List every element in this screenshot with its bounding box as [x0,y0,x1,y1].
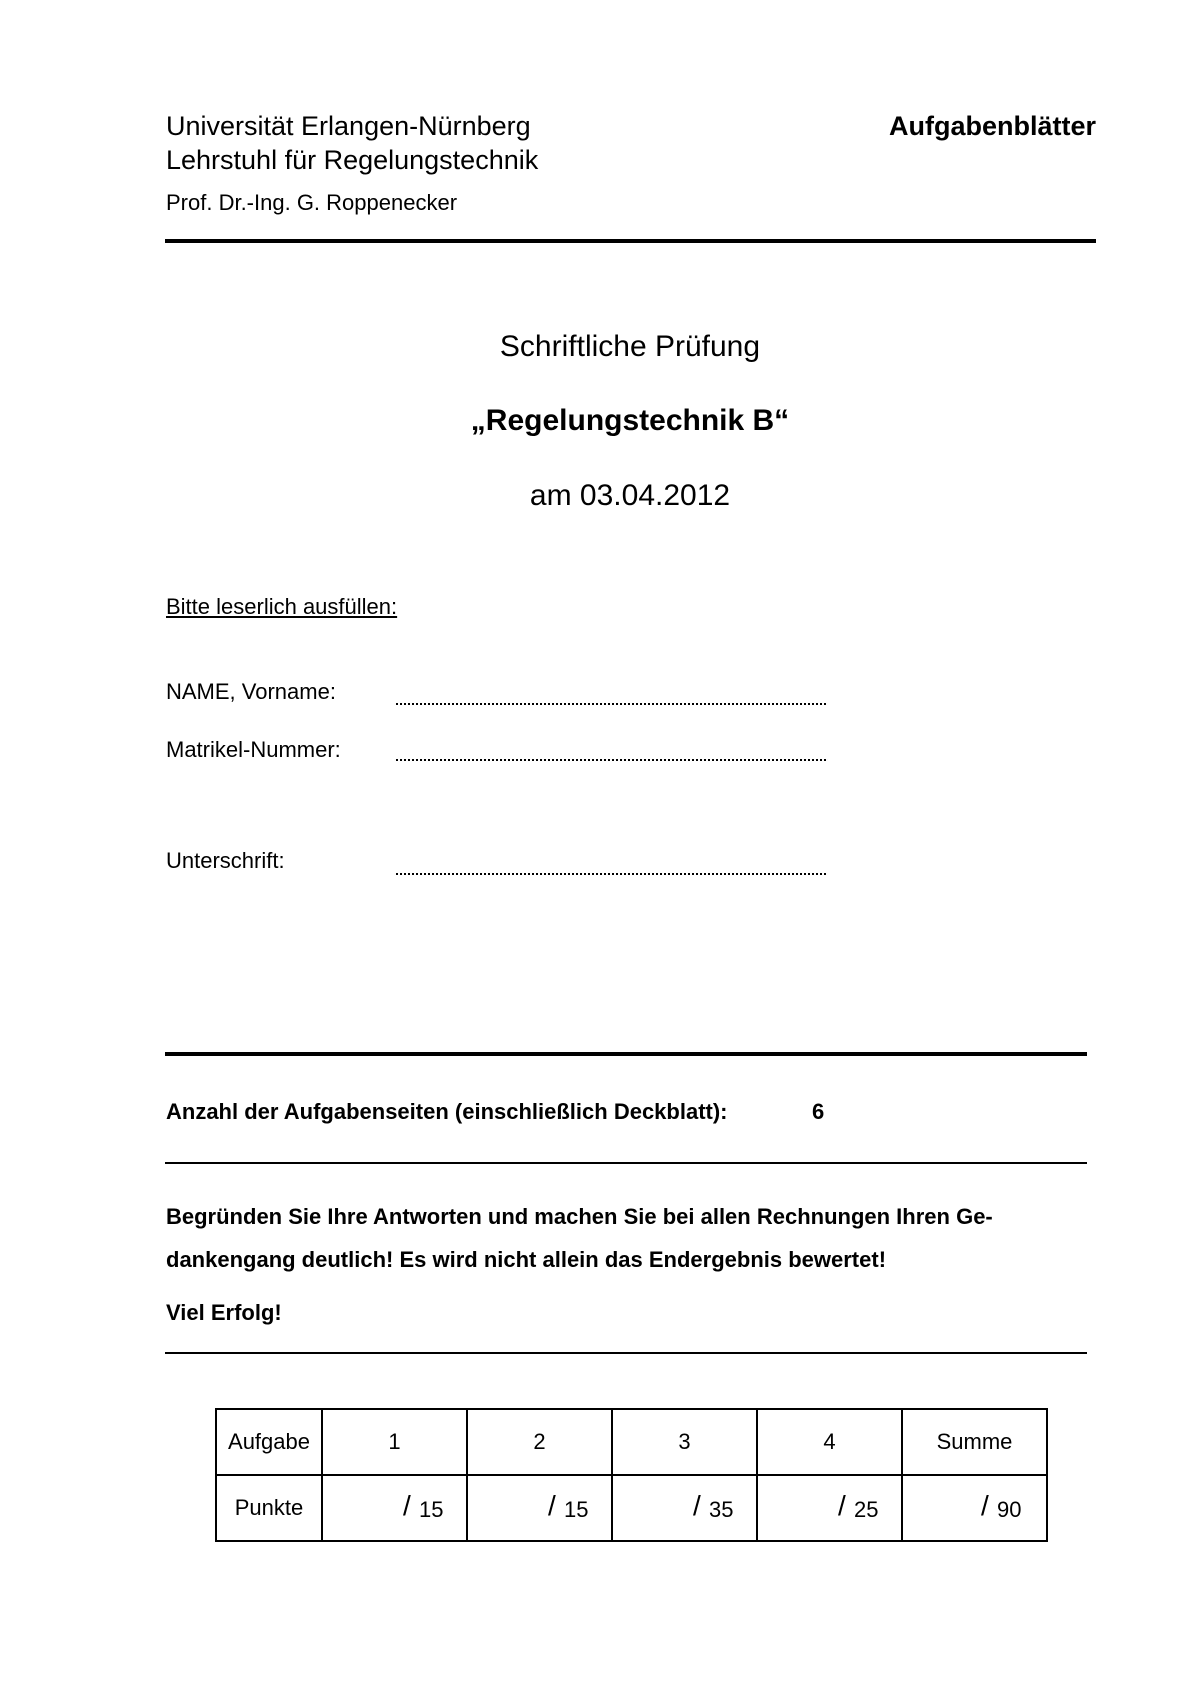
points-row [216,1475,1047,1541]
points-cell-4[interactable] [757,1475,902,1541]
task-row-label: Aufgabe [216,1409,322,1475]
section-divider [165,1052,1087,1056]
points-row-label: Punkte [216,1475,322,1541]
signature-field[interactable] [396,873,826,875]
points-max-3: 35 [709,1497,734,1522]
notice-divider [165,1352,1087,1354]
form-instruction: Bitte leserlich ausfüllen: [166,594,398,619]
exam-title: Schriftliche Prüfung [499,330,761,363]
chair-name: Lehrstuhl für Regelungstechnik [166,145,539,175]
name-field[interactable] [396,703,826,705]
points-slash: / [981,1490,989,1521]
course-title: „Regelungstechnik B“ [470,404,790,437]
points-max-sum: 90 [997,1497,1022,1522]
points-slash: / [403,1490,411,1521]
professor-name: Prof. Dr.-Ing. G. Roppenecker [166,190,458,215]
points-table [215,1408,1048,1542]
points-slash: / [838,1490,846,1521]
points-slash: / [548,1490,556,1521]
task-head-sum: Summe [902,1409,1047,1475]
university-name: Universität Erlangen-Nürnberg [166,111,531,141]
matrikel-label: Matrikel-Nummer: [166,737,341,762]
points-cell-sum[interactable] [902,1475,1047,1541]
matrikel-field[interactable] [396,759,826,761]
points-cell-2[interactable] [467,1475,612,1541]
task-head-3: 3 [612,1409,757,1475]
pages-count: 6 [812,1099,825,1124]
points-cell-3[interactable] [612,1475,757,1541]
task-head-4: 4 [757,1409,902,1475]
closing-text: Viel Erfolg! [166,1300,282,1325]
points-cell-1[interactable] [322,1475,467,1541]
signature-label: Unterschrift: [166,848,285,873]
pages-divider [165,1162,1087,1164]
header-divider [165,239,1096,243]
name-label: NAME, Vorname: [166,679,336,704]
task-head-1: 1 [322,1409,467,1475]
notice-line-1: Begründen Sie Ihre Antworten und machen Sie bei allen Rechnungen Ihren Ge- [166,1204,993,1229]
points-max-2: 15 [564,1497,589,1522]
task-row [216,1409,1047,1475]
doc-type: Aufgabenblätter [888,111,1096,141]
points-slash: / [693,1490,701,1521]
points-max-4: 25 [854,1497,879,1522]
notice-line-2: dankengang deutlich! Es wird nicht allein das Endergebnis bewertet! [166,1247,887,1272]
exam-date: am 03.04.2012 [529,479,731,512]
pages-label: Anzahl der Aufgabenseiten (einschließlich Deckblatt): [166,1099,728,1124]
task-head-2: 2 [467,1409,612,1475]
points-max-1: 15 [419,1497,444,1522]
